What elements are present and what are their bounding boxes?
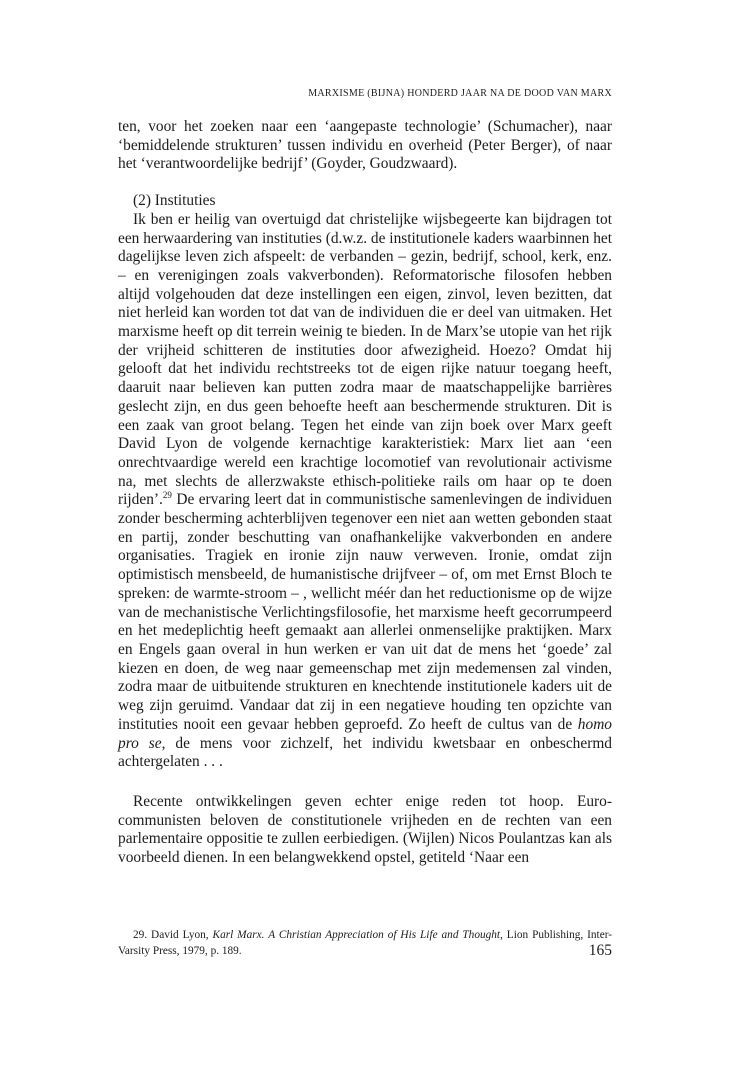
footnote-title: Karl Marx. A Christian Appreciation of His Life and Thought (212, 929, 501, 941)
footnote-reference[interactable]: 29 (162, 490, 172, 501)
body-text (118, 118, 612, 868)
paragraph-intro: ten, voor het zoeken naar een ‘aangepaste technologie’ (Schumacher), naar ‘bemiddelende strukturen’ tussen individu en overheid (Peter Berger), of naar het ‘verantwoordelijke bedrijf’ (Goyder, Goudzwaard). (118, 118, 612, 173)
footnote-number: 29. David Lyon, (133, 929, 213, 941)
page-number: 165 (588, 942, 612, 959)
italic-phrase: homo pro se (118, 715, 612, 752)
paragraph-main (118, 211, 612, 772)
paragraph-main-part3: , de mens voor zichzelf, het individu kwetsbaar en onbeschermd achtergelaten . . . (118, 734, 613, 771)
section-heading: (2) Instituties (133, 192, 216, 210)
paragraph-main-part1: Ik ben er heilig van overtuigd dat christelijke wijsbegeerte kan bijdragen tot een herwaardering van instituties (d.w.z. de institutionele kaders waarbinnen het dagelijkse leven zich afspeelt: de verbanden – gezin, bedrijf, school, kerk, enz. – en verenigingen zoals vakverbonden). Reformatorische filosofen hebben altijd volgehouden dat deze instellingen een eigen, zinvol, leven bezitten, dat niet herleid kan worden tot dat van de individuen die er deel van uitmaken. Het marxisme heeft op dit terrein weinig te bieden. In de Marx’se utopie van het rijk der vrijheid schitteren de instituties door afwezigheid. Hoezo? Omdat hij gelooft dat het individu rechtstreeks tot de eigen rijke natuur toegang heeft, daaruit naar believen kan putten zodra maar de maatschappelijke barrières geslecht zijn, en dus geen behoefte heeft aan beschermende strukturen. Dit is een zaak van groot belang. Tegen het einde van zijn boek over Marx geeft David Lyon de volgende kernachtige karakteristiek: Marx liet aan ‘een onrechtvaardige wereld een krachtige locomotief van revolutionair activisme na, met slechts de allerzwakste ethisch-politieke rails om haar op te doen rijden’. (118, 210, 612, 509)
footnote-rest: , Lion Publishing, Inter-Varsity Press, 1979, p. 189. (118, 929, 613, 957)
footnote-29 (118, 928, 612, 959)
running-head: MARXISME (BIJNA) HONDERD JAAR NA DE DOOD VAN MARX (308, 88, 612, 99)
paragraph-recent: Recente ontwikkelingen geven echter enige reden tot hoop. Euro-communisten beloven de constitutionele vrijheden en de rechten van een parlementaire oppositie te zullen eerbiedigen. (Wijlen) Nicos Poulantzas kan als voorbeeld dienen. In een belangwekkend opstel, getiteld ‘Naar een (118, 792, 612, 867)
paragraph-main-part2: De ervaring leert dat in communistische samenlevingen de individuen zonder bescherming achterblijven tegenover een niet aan wetten gebonden staat en partij, zonder beschutting van onafhankelijke vakverbonden en andere organisaties. Tragiek en ironie zijn nauw verweven. Ironie, omdat zijn optimistisch mensbeeld, de humanistische drijfveer – of, om met Ernst Bloch te spreken: de warmte-stroom – , wellicht méér dan het reductionisme op de wijze van de mechanistische Verlichtingsfilosofie, het marxisme heeft gecorrumpeerd en het medeplichtig heeft gemaakt aan allerlei onmenselijke praktijken. Marx en Engels gaan overal in hun werken er van uit dat de mens het ‘goede’ zal kiezen en doen, de weg naar gemeenschap met zijn medemensen zal vinden, zodra maar de uitbuitende strukturen en knechtende institutionele kaders uit de weg zijn geruimd. Vandaar dat zij in een negatieve houding ten opzichte van instituties nooit een gevaar hebben geproefd. Zo heeft de cultus van de (118, 491, 612, 733)
